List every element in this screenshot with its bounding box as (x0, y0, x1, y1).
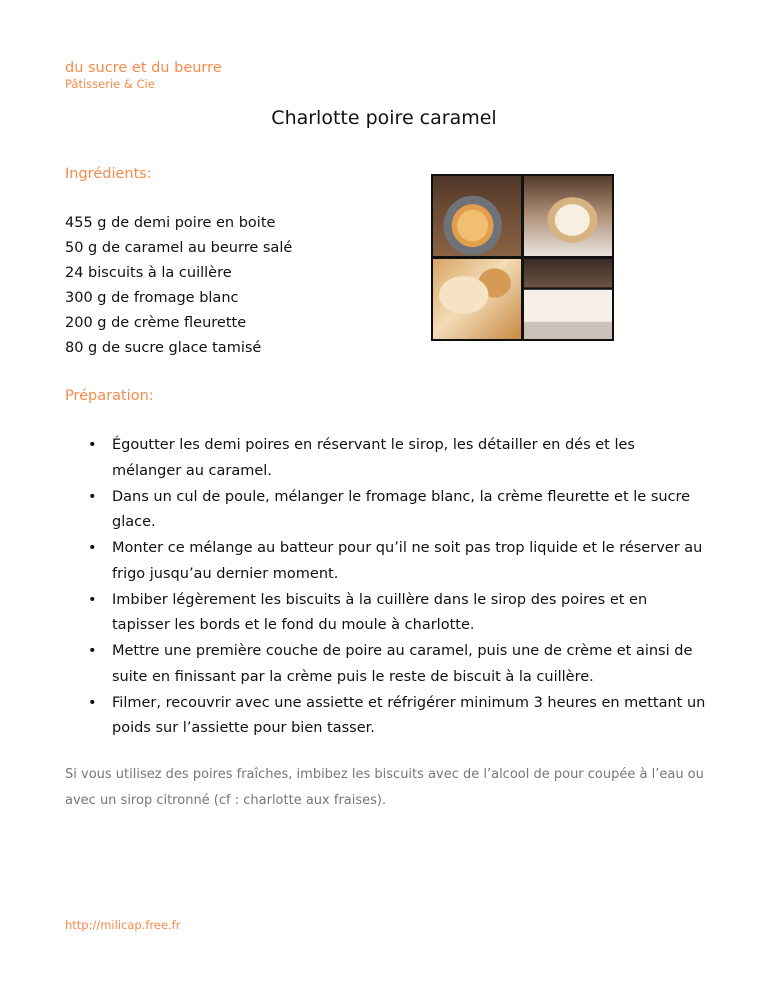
photo-charlotte-cut (524, 259, 612, 339)
bullet-icon: • (88, 437, 97, 453)
ingredient-item: 24 biscuits à la cuillère (65, 265, 232, 281)
step-text: Dans un cul de poule, mélanger le fromage blanc, la crème fleurette et le sucre glace. (112, 488, 691, 530)
bullet-icon: • (88, 643, 97, 659)
photo-charlotte-closeup (433, 259, 521, 339)
site-tagline: Pâtisserie & Cie (65, 77, 155, 91)
step-item (88, 639, 708, 690)
ingredients-list (65, 211, 292, 361)
photo-charlotte-slice-plate (524, 176, 612, 256)
recipe-note: Si vous utilisez des poires fraîches, imbibez les biscuits avec de l’alcool de pour coupée à l’eau ou avec un sirop citronné (cf : charlotte aux fraises). (65, 767, 704, 808)
step-text: Filmer, recouvrir avec une assiette et réfrigérer minimum 3 heures en mettant un poids sur l’assiette pour bien tasser. (112, 694, 706, 736)
step-item (88, 536, 708, 587)
ingredient-item: 80 g de sucre glace tamisé (65, 340, 262, 356)
step-text: Égoutter les demi poires en réservant le sirop, les détailler en dés et les mélanger au caramel. (112, 437, 635, 479)
step-text: Mettre une première couche de poire au caramel, puis une de crème et ainsi de suite en finissant par la crème puis le reste de biscuit à la cuillère. (112, 643, 693, 685)
recipe-title: Charlotte poire caramel (271, 107, 497, 129)
step-text: Monter ce mélange au batteur pour qu’il ne soit pas trop liquide et le réserver au frigo jusqu’au dernier moment. (112, 540, 703, 582)
step-text: Imbiber légèrement les biscuits à la cuillère dans le sirop des poires et en tapisser les bords et le fond du moule à charlotte. (112, 591, 648, 633)
ingredients-heading: Ingrédients: (65, 166, 152, 182)
ingredient-item: 300 g de fromage blanc (65, 290, 239, 306)
step-item (88, 691, 708, 742)
step-item (88, 485, 708, 536)
ingredient-item: 50 g de caramel au beurre salé (65, 240, 293, 256)
step-item (88, 588, 708, 639)
bullet-icon: • (88, 591, 97, 608)
step-item (88, 433, 708, 484)
bullet-icon: • (88, 694, 97, 711)
photo-charlotte-whole (433, 176, 521, 256)
bullet-icon: • (88, 540, 97, 556)
ingredient-item: 455 g de demi poire en boite (65, 215, 276, 231)
preparation-heading: Préparation: (65, 388, 154, 404)
footer-url-link[interactable]: http://milicap.free.fr (65, 918, 181, 932)
preparation-steps (88, 433, 708, 742)
ingredient-item: 200 g de crème fleurette (65, 315, 247, 331)
site-brand: du sucre et du beurre (65, 60, 222, 76)
bullet-icon: • (88, 488, 97, 505)
recipe-photo-collage (431, 174, 614, 341)
